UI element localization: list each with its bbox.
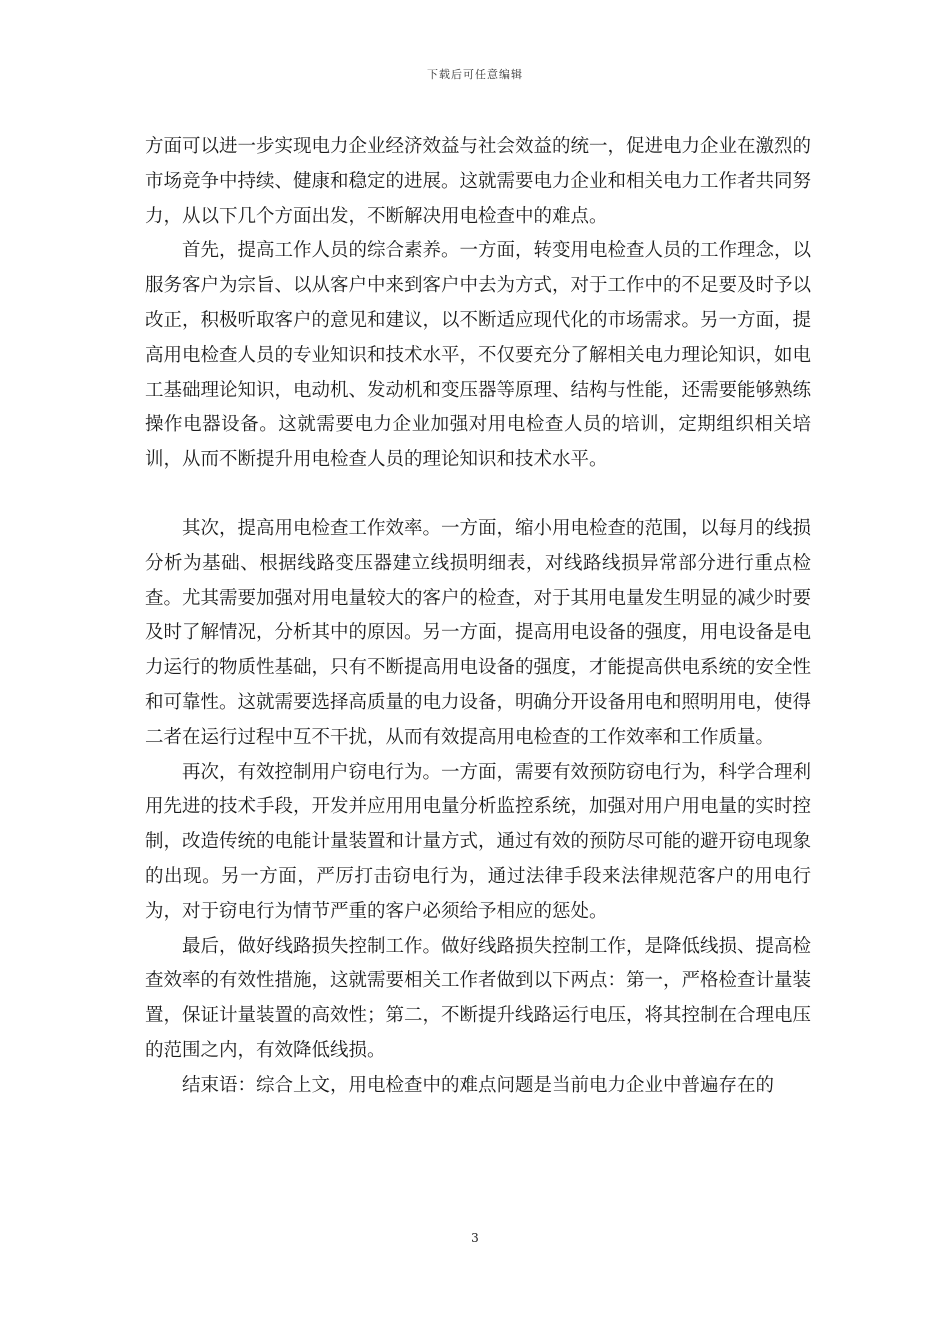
- paragraph-conclusion: 结束语：综合上文，用电检查中的难点问题是当前电力企业中普遍存在的: [182, 1074, 775, 1096]
- page-number: 3: [471, 1231, 479, 1245]
- paragraph-first-measure: 首先，提高工作人员的综合素养。一方面，转变用电检查人员的工作理念，以服务客户为宗旨、以从客户中来到客户中去为方式，对于工作中的不足要及时予以改正，积极听取客户的意见和建议，以不断适应现代化的市场需求。另一方面，提高用电检查人员的专业知识和技术水平，不仅要充分了解相关电力理论知识，如电工基础理论知识，电动机、发动机和变压器等原理、结构与性能，还需要能够熟练操作电器设备。这就需要电力企业加强对用电检查人员的培训，定期组织相关培训，从而不断提升用电检查人员的理论知识和技术水平。: [145, 240, 812, 471]
- document-body: [145, 130, 811, 1104]
- paragraph-third-measure: 再次，有效控制用户窃电行为。一方面，需要有效预防窃电行为，科学合理利用先进的技术手段，开发并应用用电量分析监控系统，加强对用户用电量的实时控制，改造传统的电能计量装置和计量方式，通过有效的预防尽可能的避开窃电现象的出现。另一方面，严厉打击窃电行为，通过法律手段来法律规范客户的用电行为，对于窃电行为情节严重的客户必须给予相应的惩处。: [145, 761, 812, 922]
- paragraph-intro-continuation: 方面可以进一步实现电力企业经济效益与社会效益的统一，促进电力企业在激烈的市场竞争中持续、健康和稳定的进展。这就需要电力企业和相关电力工作者共同努力，从以下几个方面出发，不断解决用电检查中的难点。: [145, 136, 812, 227]
- paragraph-fourth-measure: 最后，做好线路损失控制工作。做好线路损失控制工作，是降低线损、提高检查效率的有效性措施，这就需要相关工作者做到以下两点：第一，严格检查计量装置，保证计量装置的高效性；第二，不断提升线路运行电压，将其控制在合理电压的范围之内，有效降低线损。: [145, 935, 812, 1061]
- page-header: 下载后可任意编辑: [427, 68, 523, 81]
- paragraph-second-measure: 其次，提高用电检查工作效率。一方面，缩小用电检查的范围，以每月的线损分析为基础、根据线路变压器建立线损明细表，对线路线损异常部分进行重点检查。尤其需要加强对用电量较大的客户的检查，对于其用电量发生明显的减少时要及时了解情况，分析其中的原因。另一方面，提高用电设备的强度，用电设备是电力运行的物质性基础，只有不断提高用电设备的强度，才能提高供电系统的安全性和可靠性。这就需要选择高质量的电力设备，明确分开设备用电和照明用电，使得二者在运行过程中互不干扰，从而有效提高用电检查的工作效率和工作质量。: [145, 517, 812, 748]
